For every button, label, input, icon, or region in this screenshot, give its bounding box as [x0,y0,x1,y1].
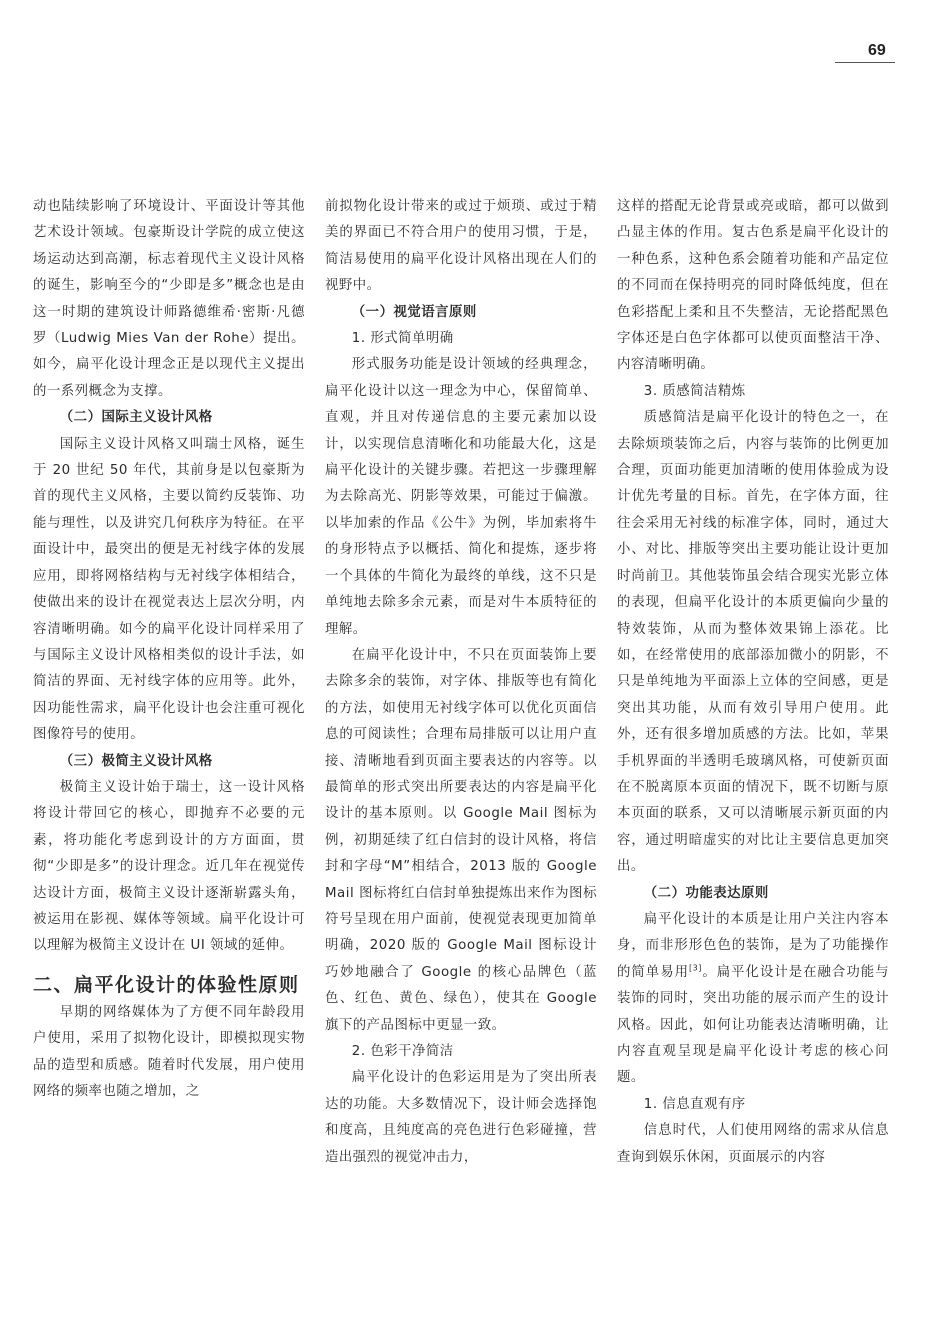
column-3 [617,194,889,1294]
paragraph: 扁平化设计的色彩运用是为了突出所表达的功能。大多数情况下，设计师会选择饱和度高，且纯度高的亮色进行色彩碰撞，营造出强烈的视觉冲击力， [325,1070,597,1165]
citation-ref: [3] [689,963,702,973]
paragraph: 形式服务功能是设计领域的经典理念，扁平化设计以这一理念为中心，保留简单、直观，并且对传递信息的主要元素加以设计，以实现信息清晰化和功能最大化，这是扁平化设计的关键步骤。若把这一步骤理解为去除高光、阴影等效果，可能过于偏激。以毕加索的作品《公牛》为例，毕加索将牛的身形特点予以概括、简化和提炼，逐步将一个具体的牛简化为最终的单线，这不只是单纯地去除多余元素，而是对牛本质特征的理解。 [325,357,597,637]
paragraph [617,907,889,1092]
item-heading: 1. 信息直观有序 [643,1096,746,1112]
paragraph: 国际主义设计风格又叫瑞士风格，诞生于 20 世纪 50 年代，其前身是以包豪斯为首的现代主义风格，主要以简约反装饰、功能与理性，以及讲究几何秩序为特征。在平面设计中，最突出的便是无衬线字体的发展应用，即将网格结构与无衬线字体相结合，使做出来的设计在视觉表达上层次分明，内容清晰明确。如今的扁平化设计同样采用了与国际主义设计风格相类似的设计手法，如简洁的界面、无衬线字体的应用等。此外，因功能性需求，扁平化设计也会注重可视化图像符号的使用。 [33,436,305,743]
subheading-visual-language: （一）视觉语言原则 [351,304,477,320]
paragraph-text: 。扁平化设计是在融合功能与装饰的同时，突出功能的展示而产生的设计风格。因此，如何让功能表达清晰明确，让内容直观呈现是扁平化设计考虑的核心问题。 [617,964,889,1086]
paragraph: 质感简洁是扁平化设计的特色之一，在去除烦琐装饰之后，内容与装饰的比例更加合理，页面功能更加清晰的使用体验成为设计优先考量的目标。首先，在字体方面，往往会采用无衬线的标准字体，同时，通过大小、对比、排版等突出主要功能让设计更加时尚前卫。其他装饰虽会结合现实光影立体的表现，但扁平化设计的本质更偏向少量的特效装饰，从而为整体效果锦上添花。比如，在经常使用的底部添加微小的阴影，不只是单纯地为平面添上立体的空间感，更是突出其功能，从而有效引导用户使用。此外，还有很多增加质感的方法。比如，苹果手机界面的半透明毛玻璃风格，可使新页面在不脱离原本页面的情况下，既不切断与原本页面的联系，又可以清晰展示新页面的内容，通过明暗虚实的对比让主要信息更加突出。 [617,410,889,875]
section-title: 二、扁平化设计的体验性原则 [33,973,300,996]
subheading-function-expression: （二）功能表达原则 [643,885,769,901]
paragraph: 动也陆续影响了环境设计、平面设计等其他艺术设计领域。包豪斯设计学院的成立使这场运动达到高潮，标志着现代主义设计风格的诞生，影响至今的“少即是多”概念也是由这一时期的建筑设计师路德维希·密斯·凡德罗（Ludwig Mies Van der Rohe）提出。如今，扁平化设计理念正是以现代主义提出的一系列概念为支撑。 [33,199,305,399]
paragraph: 前拟物化设计带来的或过于烦琐、或过于精美的界面已不符合用户的使用习惯，于是，简洁易使用的扁平化设计风格出现在人们的视野中。 [325,199,597,294]
page-number: 69 [868,42,886,59]
subheading-international-style: （二）国际主义设计风格 [59,410,213,426]
item-heading: 2. 色彩干净简洁 [351,1044,454,1059]
item-heading: 1. 形式简单明确 [351,331,454,347]
paragraph: 早期的网络媒体为了方便不同年龄段用户使用，采用了拟物化设计，即模拟现实物品的造型和质感。随着时代发展，用户使用网络的频率也随之增加，之 [33,1004,305,1099]
header-rule [835,62,895,63]
paragraph: 在扁平化设计中，不只在页面装饰上要去除多余的装饰，对字体、排版等也有简化的方法，如使用无衬线字体可以优化页面信息的可阅读性；合理布局排版可以让用户直接、清晰地看到页面主要表达的内容等。以最简单的形式突出所要表达的内容是扁平化设计的基本原则。以 Google Mail 图标为例，初期延续了红白信封的设计风格，将信封和字母“M”相结合，2013 版的 Google Mail 图标将红白信封单独提炼出来作为图标符号呈现在用户面前，使视觉表现更加简单明确，2020 版的 Google Mail 图标设计巧妙地融合了 Google 的核心品牌色（蓝色、红色、黄色、绿色），使其在 Google 旗下的产品图标中更显一致。 [325,647,597,1033]
paragraph-text: 扁平化设计的本质是让用户关注内容本身，而非形形色色的装饰，是为了功能操作的简单易用 [617,911,889,980]
column-1 [33,194,305,1294]
item-heading: 3. 质感简洁精炼 [643,383,746,399]
paragraph: 这样的搭配无论背景或亮或暗，都可以做到凸显主体的作用。复古色系是扁平化设计的一种色系，这种色系会随着功能和产品定位的不同而在保持明亮的同时降低纯度，但在色彩搭配上柔和且不失整洁，无论搭配黑色字体还是白色字体都可以使页面整洁干净、内容清晰明确。 [617,199,889,373]
paragraph: 极简主义设计始于瑞士，这一设计风格将设计带回它的核心，即抛弃不必要的元素，将功能化考虑到设计的方方面面，贯彻“少即是多”的设计理念。近几年在视觉传达设计方面，极简主义设计逐渐崭露头角，被运用在影视、媒体等领域。扁平化设计可以理解为极简主义设计在 UI 领域的延伸。 [33,779,305,954]
subheading-minimalism-style: （三）极简主义设计风格 [59,753,213,769]
paragraph: 信息时代，人们使用网络的需求从信息查询到娱乐休闲，页面展示的内容 [617,1123,889,1165]
column-2 [325,194,597,1294]
